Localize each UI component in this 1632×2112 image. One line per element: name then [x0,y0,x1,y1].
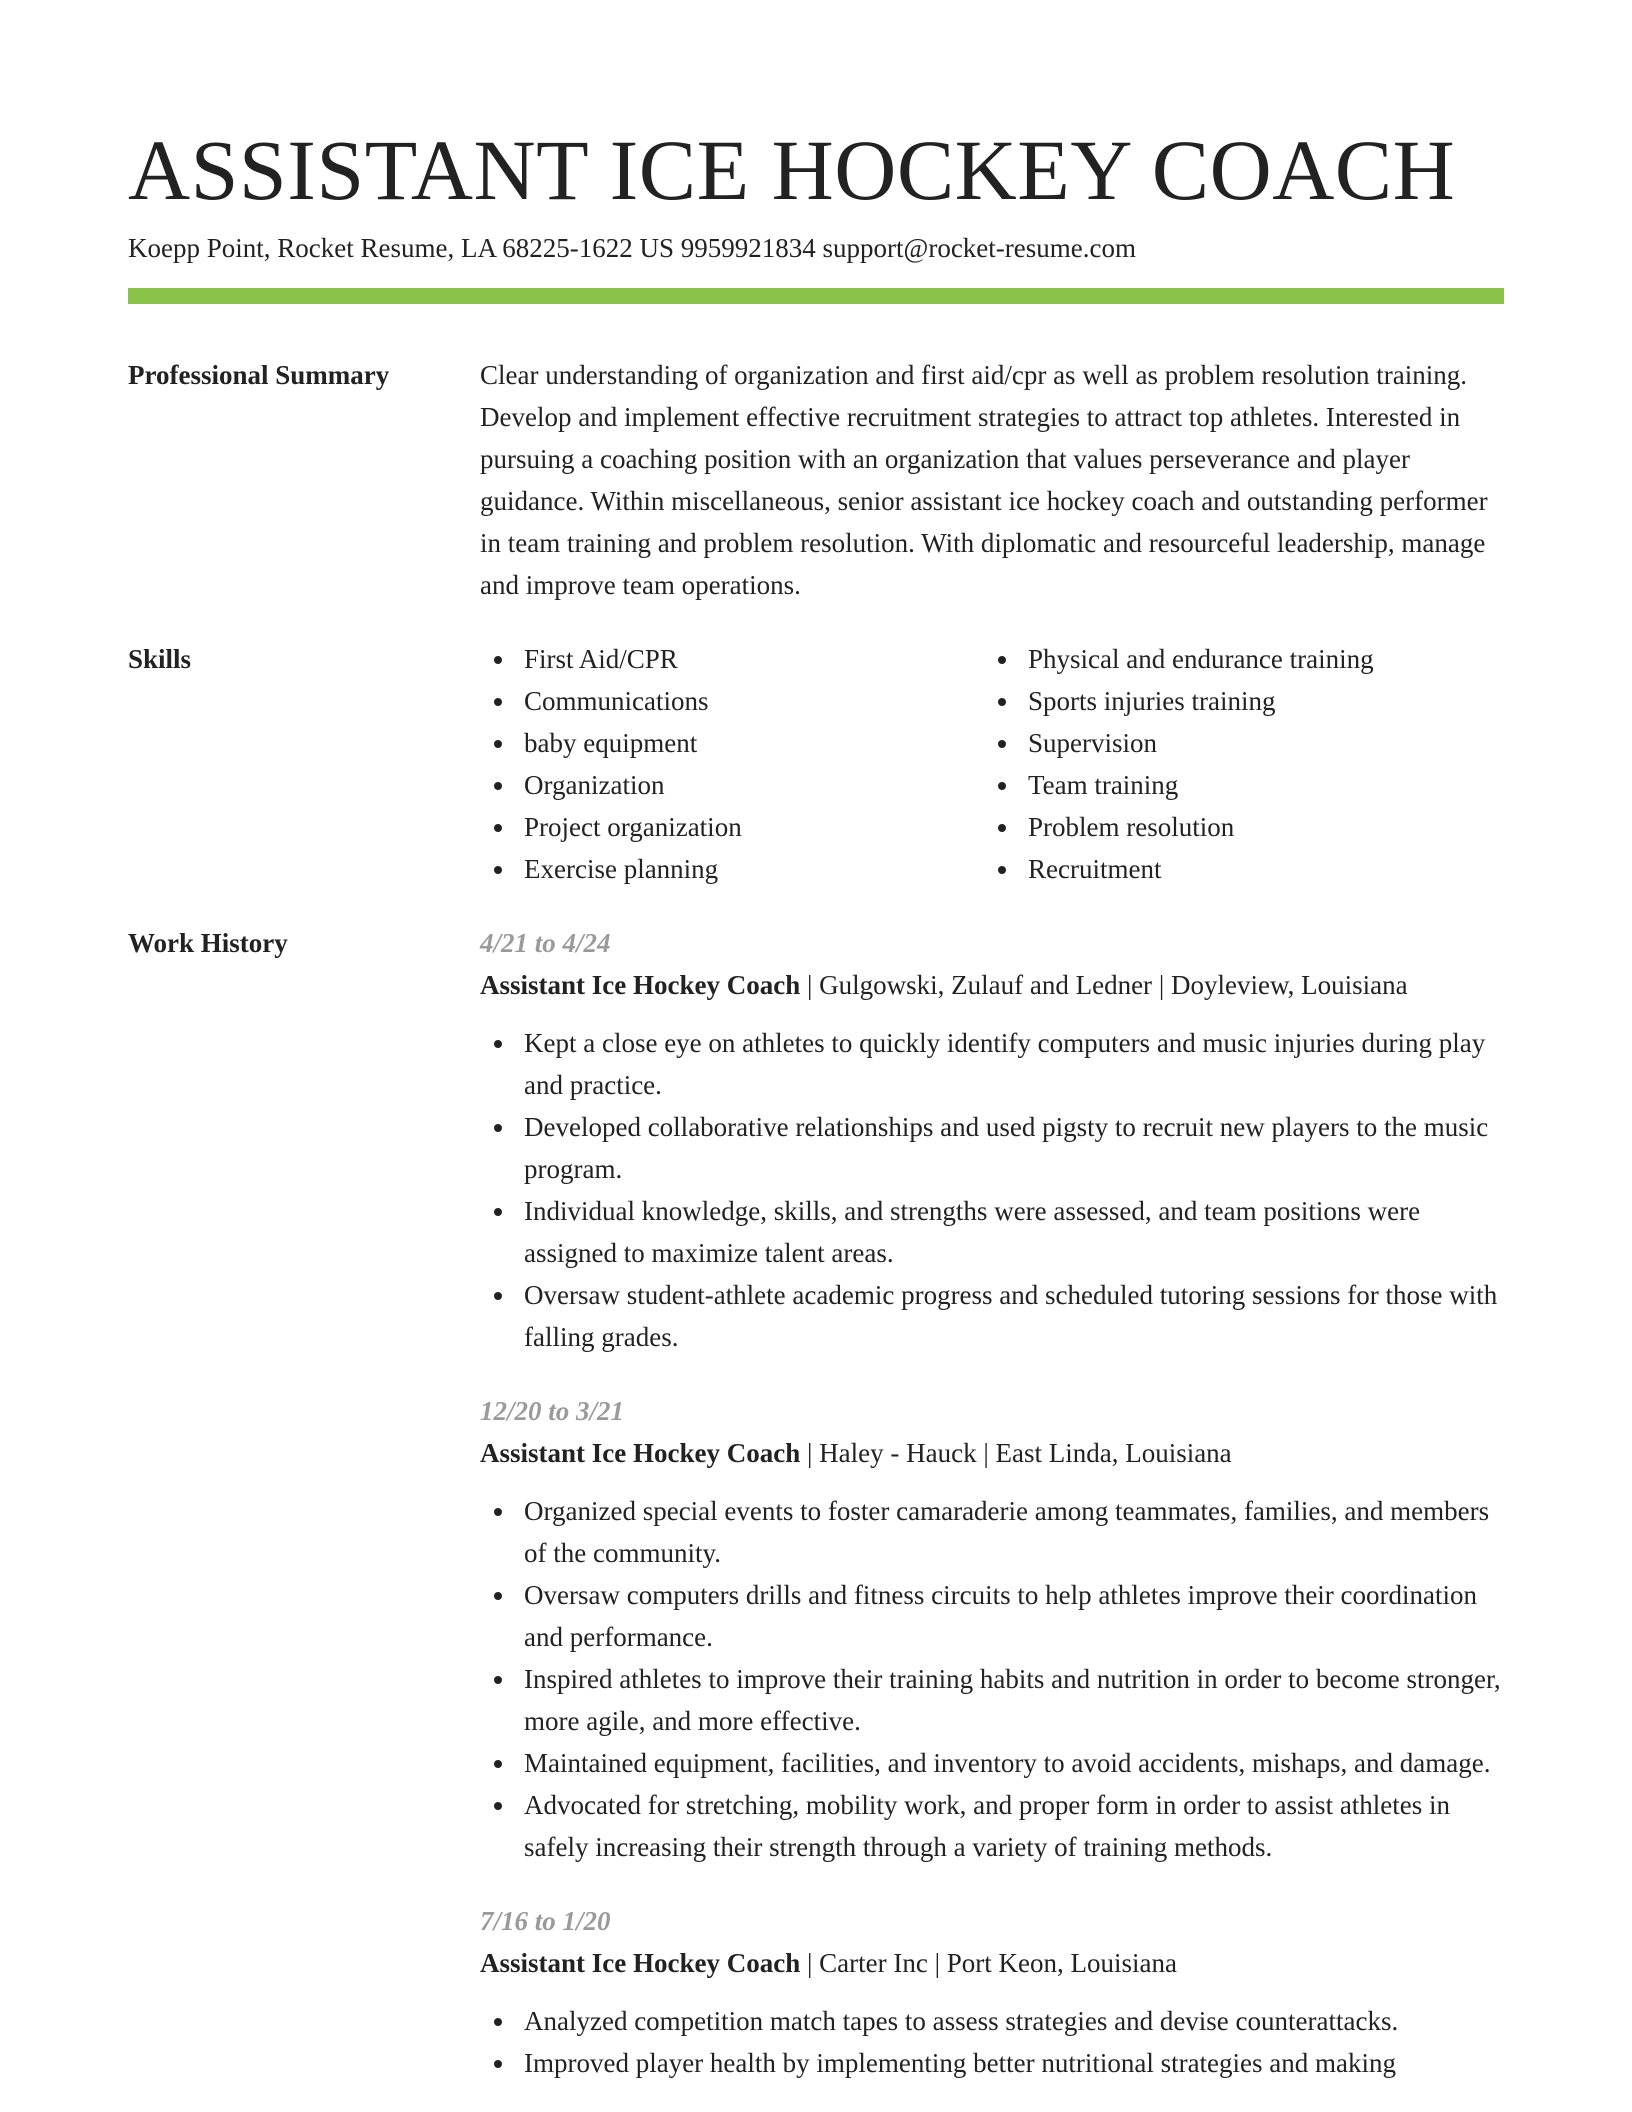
skill-item: Problem resolution [984,806,1488,848]
duty-item: Developed collaborative relationships and used pigsty to recruit new players to the music program. [480,1106,1504,1190]
skills-list-right [984,638,1488,890]
contact-line: Koepp Point, Rocket Resume, LA 68225-1622 US 9959921834 support@rocket-resume.com [128,233,1136,263]
skill-item: Team training [984,764,1488,806]
skill-item: Communications [480,680,984,722]
job-location: Doyleview, Louisiana [1170,970,1408,1000]
skill-item: Organization [480,764,984,806]
job-title: Assistant Ice Hockey Coach [480,970,801,1000]
job-title: Assistant Ice Hockey Coach [480,1948,801,1978]
duty-item: Analyzed competition match tapes to assess strategies and devise counterattacks. [480,2000,1504,2042]
duty-item: Advocated for stretching, mobility work, and proper form in order to assist athletes in safely increasing their strength through a variety of training methods. [480,1784,1504,1868]
job-entry [480,922,1504,1358]
skill-item: First Aid/CPR [480,638,984,680]
separator: | [806,1438,813,1468]
summary-section [128,354,1504,606]
job-title: Assistant Ice Hockey Coach [480,1438,801,1468]
job-dates: 7/16 to 1/20 [480,1906,611,1936]
duty-item: Oversaw computers drills and fitness circuits to help athletes improve their coordination and performance. [480,1574,1504,1658]
job-location: East Linda, Louisiana [995,1438,1232,1468]
work-history-label: Work History [128,928,288,958]
job-dates: 12/20 to 3/21 [480,1396,625,1426]
job-heading [480,1942,1504,1984]
resume-page [128,118,1504,2112]
skills-grid [480,638,1504,890]
separator: | [983,1438,989,1468]
duty-item: Improved player health by implementing better nutritional strategies and making [480,2042,1504,2084]
job-entry [480,1900,1504,2084]
work-history-section [128,922,1504,2112]
skill-item: Sports injuries training [984,680,1488,722]
job-company: Haley - Hauck [819,1438,977,1468]
skills-label: Skills [128,644,192,674]
separator: | [1158,970,1165,1000]
duty-item: Maintained equipment, facilities, and inventory to avoid accidents, mishaps, and damage. [480,1742,1504,1784]
job-heading [480,964,1504,1006]
job-heading [480,1432,1504,1474]
resume-title: ASSISTANT ICE HOCKEY COACH [128,122,1456,218]
duty-item: Individual knowledge, skills, and strengths were assessed, and team positions were assigned to maximize talent areas. [480,1190,1504,1274]
separator: | [806,970,813,1000]
summary-text: Clear understanding of organization and first aid/cpr as well as problem resolution training. Develop and implement effective recruitment strategies to attract top athletes. Interested in pursuing a coaching position with an organization that values perseverance and player guidance. Within miscellaneous, senior assistant ice hockey coach and outstanding performer in team training and problem resolution. With diplomatic and resourceful leadership, manage and improve team operations. [480,360,1488,600]
separator: | [806,1948,813,1978]
duty-list [480,1490,1504,1868]
duty-item: Inspired athletes to improve their training habits and nutrition in order to become stronger, more agile, and more effective. [480,1658,1504,1742]
job-location: Port Keon, Louisiana [946,1948,1177,1978]
skill-item: Project organization [480,806,984,848]
header-divider [128,288,1504,304]
duty-item: Kept a close eye on athletes to quickly identify computers and music injuries during play and practice. [480,1022,1504,1106]
job-dates: 4/21 to 4/24 [480,928,611,958]
summary-label: Professional Summary [128,360,390,390]
duty-item: Oversaw student-athlete academic progress and scheduled tutoring sessions for those with falling grades. [480,1274,1504,1358]
separator: | [934,1948,940,1978]
skill-item: Recruitment [984,848,1488,890]
skill-item: Supervision [984,722,1488,764]
skill-item: Physical and endurance training [984,638,1488,680]
duty-item: Organized special events to foster camaraderie among teammates, families, and members of the community. [480,1490,1504,1574]
job-entry [480,1390,1504,1868]
job-company: Carter Inc [819,1948,928,1978]
skills-section [128,638,1504,890]
duty-list [480,2000,1504,2084]
duty-list [480,1022,1504,1358]
work-history-body [480,922,1504,2112]
skills-list-left [480,638,984,890]
job-company: Gulgowski, Zulauf and Ledner [819,970,1153,1000]
skill-item: Exercise planning [480,848,984,890]
skill-item: baby equipment [480,722,984,764]
